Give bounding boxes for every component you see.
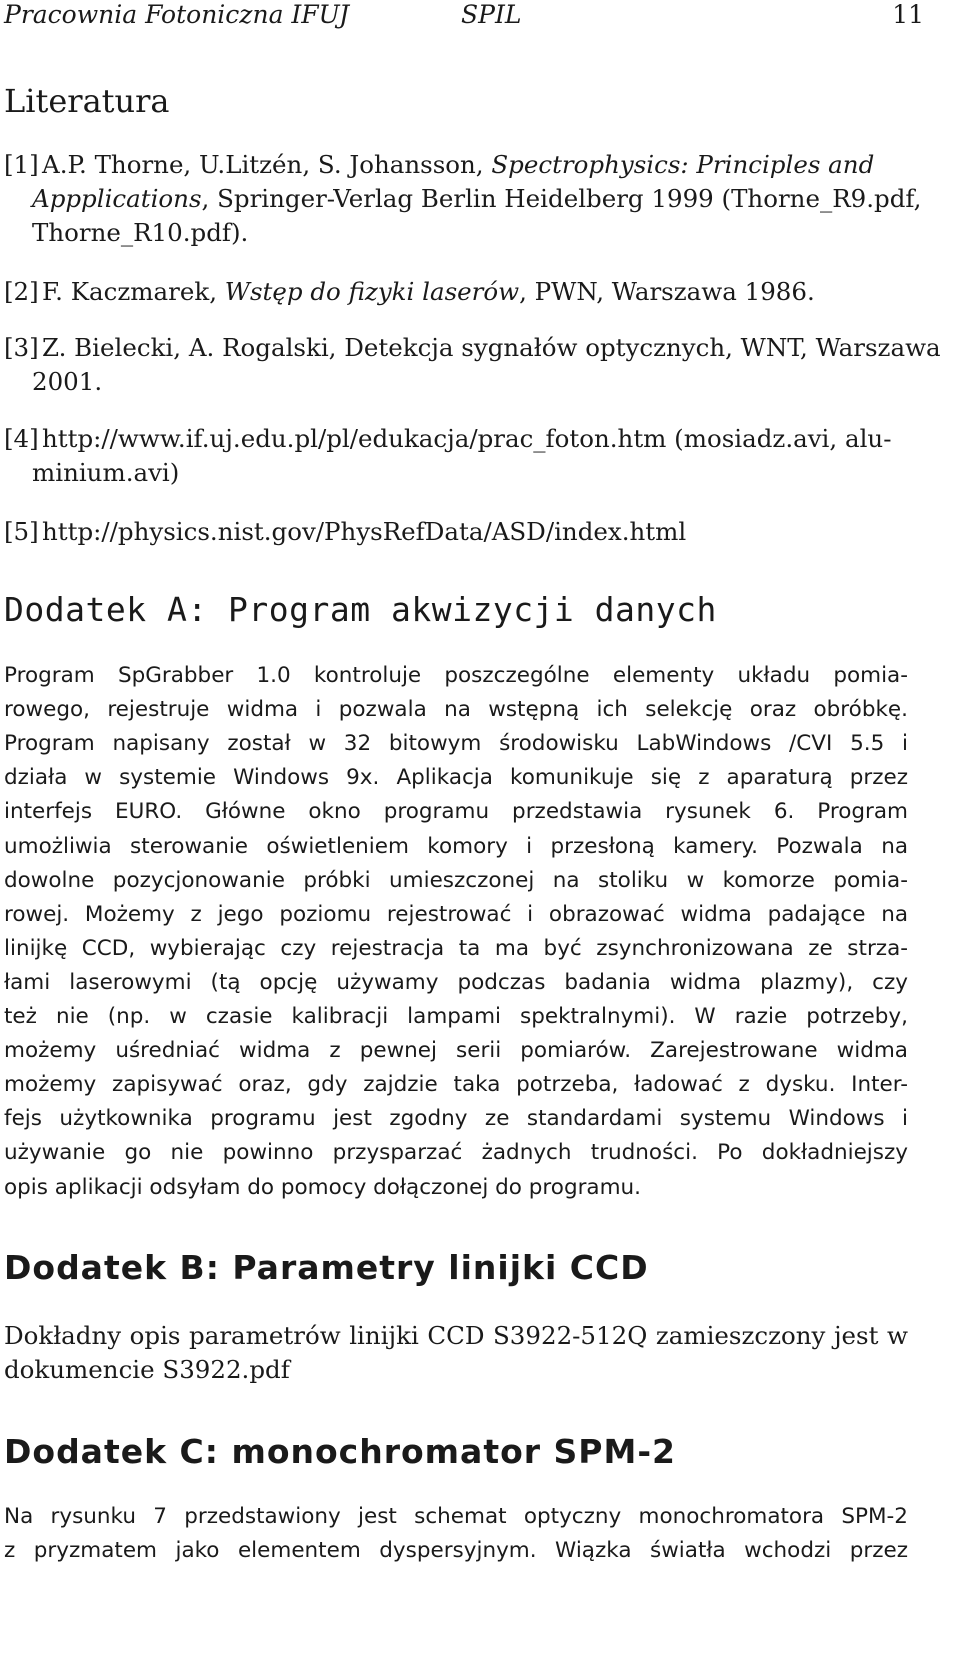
appendix-a-heading: Dodatek A: Program akwizycji danych [4, 590, 717, 629]
appendix-a-paragraph-line: opis aplikacji odsyłam do pomocy dołączonej do programu. [4, 1174, 642, 1200]
reference-4-line1: http://www.if.uj.edu.pl/pl/edukacja/prac_foton.htm (mosiadz.avi, alu- [42, 424, 892, 453]
appendix-a-paragraph-line: też nie (np. w czasie kalibracji lampami spektralnymi). W razie potrzeby, [4, 1004, 908, 1029]
reference-2-number: [2] [4, 277, 39, 306]
appendix-a-paragraph-line: działa w systemie Windows 9x. Aplikacja komunikuje się z aparaturą przez [4, 765, 908, 791]
literature-heading: Literatura [4, 82, 170, 120]
header-course-name: SPIL [461, 0, 522, 29]
appendix-a-paragraph-line: dowolne pozycjonowanie próbki umieszczonej na stoliku w komorze pomia- [4, 867, 908, 893]
reference-1-number: [1] [4, 150, 39, 179]
appendix-c-paragraph-line: z pryzmatem jako elementem dyspersyjnym. Wiązka światła wchodzi przez [4, 1538, 908, 1563]
appendix-b-paragraph-line: dokumencie S3922.pdf [4, 1355, 290, 1384]
appendix-a-paragraph-line: możemy uśredniać widma z pewnej serii pomiarów. Zarejestrowane widma [4, 1038, 908, 1064]
reference-3-number: [3] [4, 333, 39, 362]
appendix-a-paragraph-line: Program napisany został w 32 bitowym środowisku LabWindows /CVI 5.5 i [4, 731, 908, 757]
reference-1-line2: Appplications, Springer-Verlag Berlin Heidelberg 1999 (Thorne_R9.pdf, [32, 184, 922, 213]
appendix-a-paragraph-line: Program SpGrabber 1.0 kontroluje poszczególne elementy układu pomia- [4, 663, 908, 688]
appendix-a-paragraph-line: łami laserowymi (tą opcję używamy podczas badania widma plazmy), czy [4, 969, 908, 995]
reference-5-number: [5] [4, 517, 39, 546]
appendix-a-paragraph-line: umożliwia sterowanie oświetleniem komory i przesłoną kamery. Pozwala na [4, 833, 908, 859]
appendix-a-paragraph-line: interfejs EURO. Główne okno programu przedstawia rysunek 6. Program [4, 799, 908, 825]
appendix-c-heading: Dodatek C: monochromator SPM-2 [4, 1432, 676, 1471]
reference-3-line2: 2001. [32, 367, 103, 396]
reference-2-text: F. Kaczmarek, Wstęp do fizyki laserów, PWN, Warszawa 1986. [42, 277, 815, 306]
appendix-a-paragraph-line: możemy zapisywać oraz, gdy zajdzie taka potrzeba, ładować z dysku. Inter- [4, 1072, 908, 1098]
appendix-a-paragraph-line: linijkę CCD, wybierając czy rejestracja ta ma być zsynchronizowana ze strza- [4, 935, 908, 961]
appendix-b-paragraph-line: Dokładny opis parametrów linijki CCD S3922-512Q zamieszczony jest w [4, 1321, 908, 1350]
reference-1-line3: Thorne_R10.pdf). [32, 218, 249, 247]
appendix-b-heading: Dodatek B: Parametry linijki CCD [4, 1248, 649, 1287]
appendix-a-paragraph-line: rowego, rejestruje widma i pozwala na wstępną ich selekcję oraz obróbkę. [4, 697, 908, 723]
header-lab-name: Pracownia Fotoniczna IFUJ [4, 0, 350, 29]
reference-4-number: [4] [4, 424, 39, 453]
reference-5-line1: http://physics.nist.gov/PhysRefData/ASD/index.html [42, 517, 687, 546]
reference-4-line2: minium.avi) [32, 458, 180, 487]
reference-1-line1: A.P. Thorne, U.Litzén, S. Johansson, Spectrophysics: Principles and [42, 150, 875, 179]
page-number: 11 [892, 0, 924, 29]
appendix-a-paragraph-line: fejs użytkownika programu jest zgodny ze standardami systemu Windows i [4, 1106, 908, 1132]
appendix-a-paragraph-line: używanie go nie powinno przysparzać żadnych trudności. Po dokładniejszy [4, 1140, 908, 1166]
running-header [4, 0, 924, 30]
appendix-a-paragraph-line: rowej. Możemy z jego poziomu rejestrować i obrazować widma padające na [4, 901, 908, 927]
appendix-c-paragraph-line: Na rysunku 7 przedstawiony jest schemat optyczny monochromatora SPM-2 [4, 1504, 908, 1529]
reference-3-line1: Z. Bielecki, A. Rogalski, Detekcja sygnałów optycznych, WNT, Warszawa [42, 333, 941, 362]
